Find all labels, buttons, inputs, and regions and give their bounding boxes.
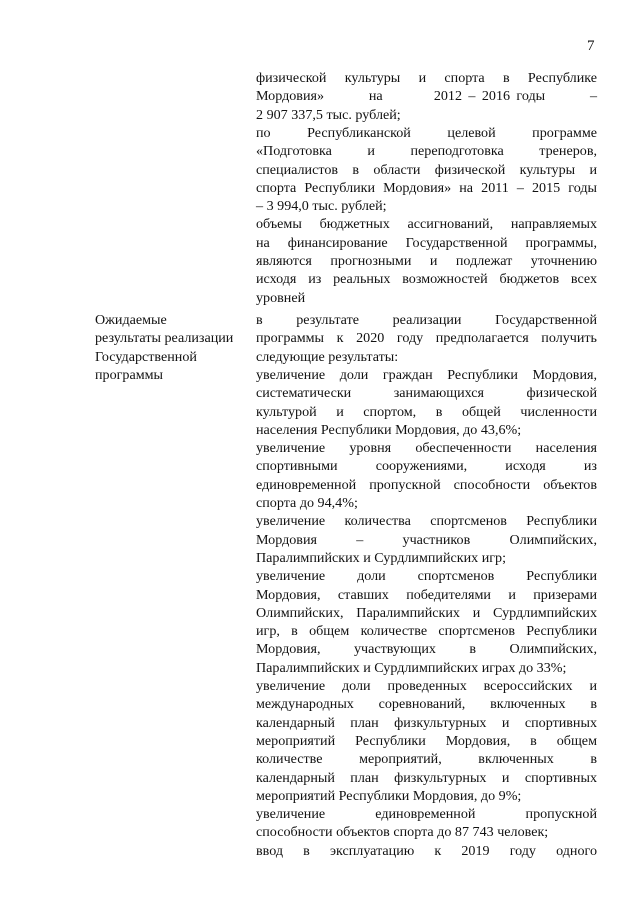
funding-text-line: уровней <box>256 289 306 306</box>
expected-results-text-line: Мордовия – участников Олимпийских, <box>256 531 597 548</box>
expected-results-text-line: увеличение единовременной пропускной <box>256 806 597 823</box>
expected-results-text-line: увеличение уровня обеспеченности населения <box>256 440 597 457</box>
expected-results-text-line: в результате реализации Государственной <box>256 312 597 328</box>
funding-text-line: спорта Республики Мордовия» на 2011 – 2015 годы <box>256 179 597 196</box>
expected-results-text-line: систематически занимающихся физической <box>256 385 597 402</box>
expected-results-text-line: увеличение доли проведенных всероссийских и <box>256 678 597 694</box>
expected-results-text-line: культурой и спортом, в общей численности <box>256 403 597 420</box>
expected-results-label-line: программы <box>95 366 164 383</box>
expected-results-text-line: международных соревнований, включенных в <box>256 696 597 713</box>
expected-results-text-line: количестве мероприятий, включенных в <box>256 751 597 768</box>
expected-results-text-line: увеличение доли спортсменов Республики <box>256 568 597 585</box>
funding-text-line: являются прогнозными и подлежат уточнению <box>256 253 597 269</box>
funding-text-line: – 3 994,0 тыс. рублей; <box>256 198 387 215</box>
expected-results-text-line: Олимпийских, Паралимпийских и Сурдлимпийских <box>256 604 597 621</box>
expected-results-text-line: увеличение количества спортсменов Республики <box>256 513 597 530</box>
expected-results-text-line: календарный план физкультурных и спортивных <box>256 769 597 786</box>
funding-text-line: Мордовия» на 2012 – 2016 годы – <box>256 88 597 105</box>
expected-results-text-line: увеличение доли граждан Республики Мордовия, <box>256 366 597 383</box>
expected-results-text-line: календарный план физкультурных и спортивных <box>256 714 597 731</box>
expected-results-label-line: Государственной <box>95 348 197 365</box>
expected-results-text-line: способности объектов спорта до 87 743 человек; <box>256 824 549 841</box>
expected-results-text-line: следующие результаты: <box>256 348 399 365</box>
expected-results-text-line: Мордовия, участвующих в Олимпийских, <box>256 641 597 658</box>
expected-results-text-line: игр, в общем количестве спортсменов Республики <box>256 623 597 640</box>
funding-text-line: по Республиканской целевой программе <box>256 124 597 141</box>
funding-text-line: исходя из реальных возможностей бюджетов всех <box>256 271 597 288</box>
funding-text-line: специалистов в области физической культуры и <box>256 161 597 178</box>
funding-text-line: «Подготовка и переподготовка тренеров, <box>256 143 597 160</box>
expected-results-text-line: программы к 2020 году предполагается получить <box>256 330 597 347</box>
expected-results-label-line: результаты реализации <box>95 330 234 347</box>
expected-results-text-line: спорта до 94,4%; <box>256 495 358 511</box>
funding-text-line: физической культуры и спорта в Республике <box>256 70 597 86</box>
expected-results-text-line: населения Республики Мордовия, до 43,6%; <box>256 421 522 438</box>
expected-results-text-line: мероприятий Республики Мордовия, в общем <box>256 732 597 749</box>
expected-results-text-line: Паралимпийских и Сурдлимпийских игр; <box>256 549 507 566</box>
expected-results-text-line: Паралимпийских и Сурдлимпийских играх до 33%; <box>256 659 567 676</box>
expected-results-text-line: мероприятий Республики Мордовия, до 9%; <box>256 787 522 804</box>
expected-results-text-line: Мордовия, ставших победителями и призерами <box>256 586 597 603</box>
funding-text-line: 2 907 337,5 тыс. рублей; <box>256 106 401 123</box>
page-number: 7 <box>587 38 595 54</box>
funding-text-line: на финансирование Государственной программы, <box>256 234 597 251</box>
funding-text-line: объемы бюджетных ассигнований, направляемых <box>256 216 597 233</box>
expected-results-label-line: Ожидаемые <box>95 312 167 328</box>
expected-results-text-line: единовременной пропускной способности объектов <box>256 476 597 493</box>
expected-results-text-line: ввод в эксплуатацию к 2019 году одного <box>256 842 597 859</box>
expected-results-text-line: спортивными сооружениями, исходя из <box>256 458 597 475</box>
